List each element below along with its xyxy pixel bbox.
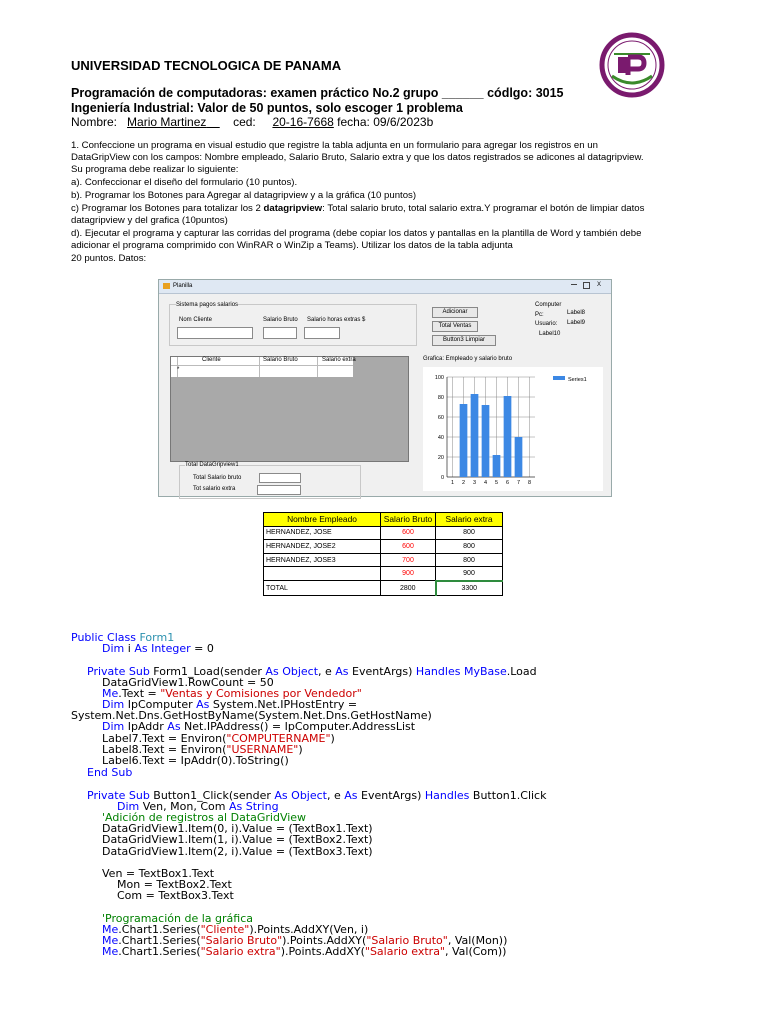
code-token: , Val(Com)) (445, 945, 507, 958)
code-token: As (196, 698, 210, 711)
data-table (263, 512, 503, 596)
grid-col-cliente: Cliente (202, 357, 221, 363)
table-row (264, 553, 503, 567)
cell-bruto: 600 (381, 540, 436, 554)
cell-total-label: TOTAL (264, 581, 381, 595)
code-token: .Text = (118, 687, 161, 700)
code-line: DataGridView1.Item(1, i).Value = (TextBox2.Text) (102, 833, 373, 846)
code-token: IpComputer (124, 698, 197, 711)
grid-col-divider (259, 357, 260, 377)
th-nombre: Nombre Empleado (264, 513, 381, 527)
form-titlebar (159, 280, 611, 294)
code-line (102, 946, 506, 957)
code-token: As (134, 642, 148, 655)
code-token: Me (102, 687, 119, 700)
limpiar-button[interactable]: Button3 Limpiar (432, 335, 496, 346)
code-token: Label8.Text = Environ( (102, 743, 227, 756)
chart-y-tick-label: 100 (434, 375, 444, 381)
code-token: Dim (102, 720, 125, 733)
textbox-salario-extra[interactable] (304, 327, 340, 339)
chart1 (423, 367, 603, 491)
code-token: As (228, 800, 243, 813)
engineering-line: Ingeniería Industrial: Valor de 50 puntos, solo escoger 1 problema (71, 101, 463, 115)
code-token: Private (87, 789, 126, 802)
chart-y-tick-label: 60 (437, 415, 444, 421)
code-line: DataGridView1.RowCount = 50 (102, 676, 274, 689)
instruction-line-5: b). Programar los Botones para Agregar al datagripview y a la gráfica (10 puntos) (71, 190, 417, 201)
cell-nombre: HERNANDEZ, JOSE (264, 526, 381, 540)
code-token: As (265, 665, 279, 678)
table-row (264, 540, 503, 554)
table-header-row (264, 513, 503, 527)
code-token: Net.IPAddress() = IpComputer.AddressList (180, 720, 416, 733)
pc-label: Pc: (535, 312, 544, 318)
code-token: , e (318, 665, 336, 678)
code-token: Dim (117, 800, 140, 813)
code-token: System.Net.IPHostEntry = (209, 698, 358, 711)
code-line: Com = TextBox3.Text (117, 889, 234, 902)
code-line (102, 643, 214, 654)
cell-extra: 800 (436, 526, 503, 540)
code-line: End Sub (87, 766, 133, 779)
code-token: Label7.Text = Environ( (102, 732, 227, 745)
group-label: Sistema pagos salarios (176, 302, 239, 308)
legend-swatch (553, 376, 565, 380)
code-token: Sub (128, 789, 150, 802)
cell-nombre: HERNANDEZ, JOSE2 (264, 540, 381, 554)
cell-extra: 800 (436, 540, 503, 554)
code-line (102, 721, 415, 732)
code-token: Me (102, 934, 119, 947)
textbox-nombre[interactable] (177, 327, 253, 339)
code-token: As (274, 789, 288, 802)
table-total-row (264, 581, 503, 595)
cell-total-bruto: 2800 (381, 581, 436, 595)
code-token: "COMPUTERNAME" (226, 732, 331, 745)
chart-x-tick-label: 6 (505, 480, 510, 486)
total-extra-label: Tot salario extra (193, 486, 236, 492)
chart-bar (482, 405, 490, 477)
code-token: EventArgs) (348, 665, 416, 678)
code-token: Button1_Click(sender (149, 789, 275, 802)
code-token: Integer (151, 642, 191, 655)
grid-col-salario-extra: Salario extra (322, 357, 356, 363)
chart-y-tick-label: 40 (437, 435, 444, 441)
instruction-line-6 (71, 203, 644, 215)
code-token: i (124, 642, 135, 655)
th-salario-extra: Salario extra (436, 513, 503, 527)
code-token: Form1_Load(sender (149, 665, 266, 678)
code-token: "Salario Bruto" (200, 934, 283, 947)
nom-cliente-label: Nom Cliente (179, 317, 213, 323)
code-token: ).Points.AddXY( (282, 934, 367, 947)
usuario-label: Usuario: (535, 321, 558, 327)
code-token: Handles (424, 789, 470, 802)
fecha: fecha: 09/6/2023b (337, 115, 434, 129)
minimize-icon[interactable] (571, 284, 577, 285)
code-token: As (335, 665, 349, 678)
grid-new-row-marker: * (177, 367, 180, 373)
code-token: "Salario extra" (364, 945, 445, 958)
code-token: "Ventas y Comisiones por Vendedor" (160, 687, 362, 700)
chart-bar (493, 455, 501, 477)
instr-6a: c) Programar los Botones para totalizar los 2 (71, 203, 264, 214)
code-token: As (344, 789, 358, 802)
chart-x-tick-label: 5 (494, 480, 499, 486)
code-token: Dim (102, 642, 125, 655)
chart-y-tick-label: 0 (440, 475, 444, 481)
code-token: Dim (102, 698, 125, 711)
computer-label: Computer (535, 302, 562, 308)
chart-bar (504, 396, 512, 477)
cell-extra: 800 (436, 553, 503, 567)
code-token: .Chart1.Series( (118, 945, 201, 958)
chart-bar (471, 394, 479, 477)
code-token: IpAddr (124, 720, 168, 733)
code-token: Me (102, 923, 119, 936)
ced-label: ced: (233, 115, 256, 129)
total-group-label: Total DataGripview1 (185, 462, 239, 468)
code-token: , Val(Mon)) (447, 934, 508, 947)
code-token: "Cliente" (200, 923, 250, 936)
cell-nombre (264, 567, 381, 581)
university-title: UNIVERSIDAD TECNOLOGICA DE PANAMA (71, 58, 342, 73)
instruction-line-3: Su programa debe realizar lo siguiente: (71, 164, 239, 175)
cell-nombre: HERNANDEZ, JOSE3 (264, 553, 381, 567)
chart-x-tick-label: 7 (516, 480, 521, 486)
nombre-label: Nombre: (71, 115, 118, 129)
total-bruto-label: Total Salario bruto (193, 475, 242, 481)
chart-x-tick-label: 2 (461, 480, 466, 486)
total-ventas-button[interactable]: Total Ventas (432, 321, 478, 332)
instruction-line-7: datagripview y del grafica (10puntos) (71, 215, 228, 226)
code-token: ).Points.AddXY( (280, 945, 365, 958)
nombre-value: Mario Martinez (127, 115, 207, 129)
code-token: ).Points.AddXY(Ven, i) (249, 923, 369, 936)
code-token: Me (102, 945, 119, 958)
datagridview[interactable] (170, 356, 409, 462)
code-line: DataGridView1.Item(0, i).Value = (TextBox1.Text) (102, 822, 373, 835)
utp-logo (594, 32, 670, 98)
code-comment: 'Programación de la gráfica (102, 912, 253, 925)
code-token: Handles (415, 665, 461, 678)
code-token: ) (330, 732, 335, 745)
instruction-line-9: adicionar el programa comprimido con WinRAR o WinZip a Teams). Utilizar los datos de la tabla adjunta (71, 240, 513, 251)
close-icon[interactable]: X (597, 282, 602, 288)
instruction-line-1: 1. Confeccione un programa en visual estudio que registre la tabla adjunta en un formulario para agregar los registros en un (71, 140, 598, 151)
code-line: Mon = TextBox2.Text (117, 878, 232, 891)
code-token: .Chart1.Series( (118, 934, 201, 947)
instruction-line-10: 20 puntos. Datos: (71, 253, 147, 264)
code-token: As (167, 720, 181, 733)
group-sistema-pagos (169, 304, 417, 346)
student-line (71, 115, 433, 129)
table-row (264, 567, 503, 581)
code-token: = 0 (190, 642, 214, 655)
grid-col-divider (317, 357, 318, 377)
th-salario-bruto: Salario Bruto (381, 513, 436, 527)
code-token: String (245, 800, 279, 813)
textbox-total-bruto[interactable] (259, 473, 301, 483)
code-line: Ven = TextBox1.Text (102, 867, 215, 880)
code-token: Private (87, 665, 126, 678)
cell-bruto: 700 (381, 553, 436, 567)
code-line: System.Net.Dns.GetHostByName(System.Net.Dns.GetHostName) (71, 709, 432, 722)
code-token: EventArgs) (357, 789, 425, 802)
chart-x-tick-label: 1 (450, 480, 455, 486)
code-line: Label6.Text = IpAddr(0).ToString() (102, 754, 289, 767)
code-token: "USERNAME" (226, 743, 299, 756)
code-token: Form1 (139, 631, 175, 644)
salario-horas-label: Salario horas extras $ (307, 317, 366, 323)
code-token: , e (326, 789, 345, 802)
cell-total-extra: 3300 (436, 581, 503, 595)
instruction-line-4: a). Confeccionar el diseño del formulario (10 puntos). (71, 177, 298, 188)
code-token: Object (282, 665, 319, 678)
form-icon (163, 283, 170, 289)
code-token: MyBase (463, 665, 507, 678)
grafica-label: Grafica: Empleado y salario bruto (423, 356, 513, 362)
code-token: ) (298, 743, 303, 756)
legend-label: Series1 (568, 377, 587, 383)
code-line: DataGridView1.Item(2, i).Value = (TextBox3.Text) (102, 845, 373, 858)
cell-bruto: 900 (381, 567, 436, 581)
code-token: Public Class (71, 631, 140, 644)
label9: Label9 (567, 320, 586, 326)
code-token: Object (291, 789, 327, 802)
instruction-line-2: DataGripView con los campos: Nombre empleado, Salario Bruto, Salario extra y que los datos registrados se adicones al datagripview. (71, 152, 644, 163)
cell-extra: 900 (436, 567, 503, 581)
instr-6c: : Total salario bruto, total salario extra.Y programar el botón de limpiar datos (322, 203, 645, 214)
ced-value: 20-16-7668 (272, 115, 334, 129)
chart-background (423, 367, 603, 491)
code-comment: 'Adición de registros al DataGridView (102, 811, 307, 824)
textbox-salario-bruto[interactable] (263, 327, 297, 339)
instruction-line-8: d). Ejecutar el programa y capturar las corridas del programa (debe copiar los datos y pantallas en la plantilla de Word y también debe (71, 228, 642, 239)
cell-bruto: 600 (381, 526, 436, 540)
code-token: Button1.Click (469, 789, 547, 802)
instr-6b: datagripview (263, 203, 323, 214)
table-row (264, 526, 503, 540)
code-token: Sub (128, 665, 150, 678)
maximize-icon[interactable] (583, 282, 590, 289)
adicionar-button[interactable]: Adicionar (432, 307, 478, 318)
chart-bar (515, 437, 523, 477)
textbox-total-extra[interactable] (257, 485, 301, 495)
label8: Label8 (567, 310, 586, 316)
chart-y-tick-label: 80 (437, 395, 444, 401)
exam-line: Programación de computadoras: examen práctico No.2 grupo ______ códlgo: 3015 (71, 86, 564, 100)
code-token: .Chart1.Series( (118, 923, 201, 936)
chart-bar (460, 404, 468, 477)
chart-y-tick-label: 20 (437, 455, 444, 461)
form-screenshot (158, 279, 612, 497)
label10: Label10 (539, 331, 561, 337)
code-token: "Salario extra" (200, 945, 281, 958)
code-token: Ven, Mon, Com (139, 800, 229, 813)
code-token: "Salario Bruto" (366, 934, 448, 947)
salario-bruto-label: Salario Bruto (263, 317, 298, 323)
chart-x-tick-label: 8 (527, 480, 532, 486)
chart-x-tick-label: 3 (472, 480, 477, 486)
grid-col-salario-bruto: Salario Bruto (263, 357, 298, 363)
code-token: .Load (506, 665, 537, 678)
chart-x-tick-label: 4 (483, 480, 488, 486)
form-title: Planilla (173, 283, 193, 289)
